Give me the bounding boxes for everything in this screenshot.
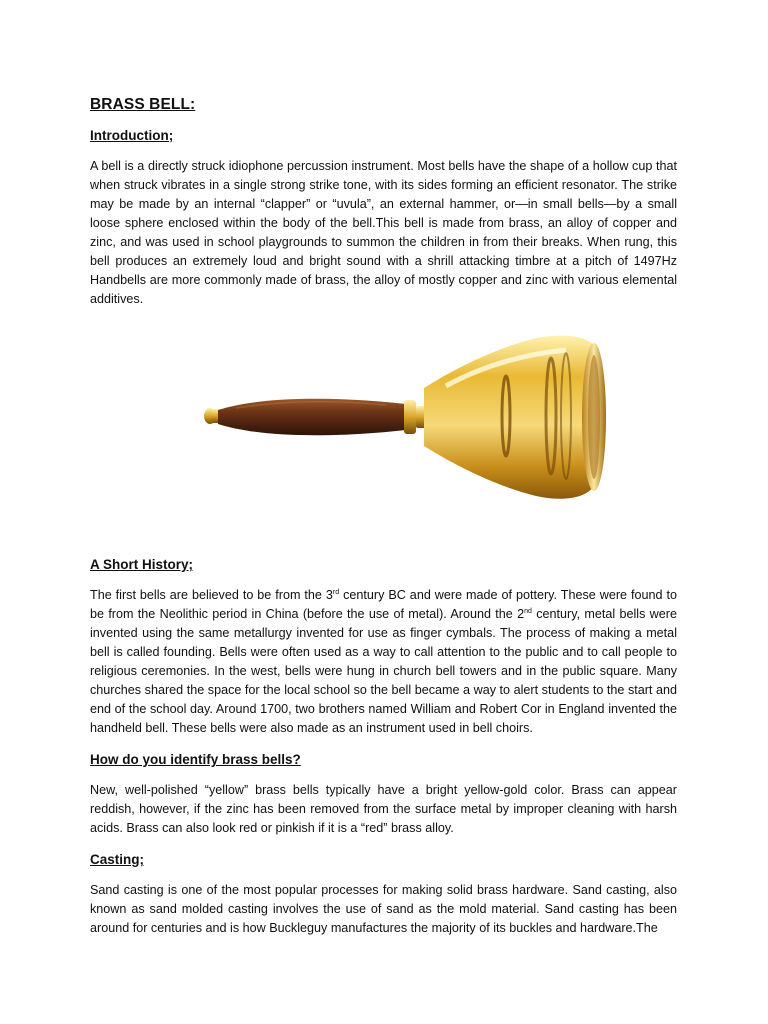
brass-bell-illustration xyxy=(196,328,608,508)
history-superscript-nd: nd xyxy=(524,607,532,615)
introduction-heading: Introduction; xyxy=(90,128,174,143)
document-title: BRASS BELL: xyxy=(90,96,196,113)
history-superscript-rd: rd xyxy=(332,588,340,596)
history-heading: A Short History; xyxy=(90,557,194,572)
history-paragraph xyxy=(90,586,677,738)
brass-collar xyxy=(404,400,416,434)
history-text-part-1: The first bells are believed to be from the 3 xyxy=(90,588,333,602)
identify-heading: How do you identify brass bells? xyxy=(90,752,301,767)
history-text-part-2: century BC and were made of pottery. These were found to be from the Neolithic period in China (before the use of metal). Around the 2 xyxy=(90,588,677,621)
casting-paragraph: Sand casting is one of the most popular processes for making solid brass hardware. Sand casting, also known as sand molded casting involves the use of sand as the mold material. Sand casting has been around for centuries and is how Buckleguy manufactures the majority of its buckles and hardware.The xyxy=(90,883,677,935)
identify-paragraph: New, well-polished “yellow” brass bells typically have a bright yellow-gold color. Brass can appear reddish, however, if the zinc has been removed from the surface metal by improper cleaning with harsh acids. Brass can also look red or pinkish if it is a “red” brass alloy. xyxy=(90,783,677,835)
introduction-paragraph: A bell is a directly struck idiophone percussion instrument. Most bells have the shape of a hollow cup that when struck vibrates in a single strong strike tone, with its sides forming an efficient resonator. The strike may be made by an internal “clapper” or “uvula”, an external hammer, or—in small bells—by a small loose sphere enclosed within the body of the bell.This bell is made from brass, an alloy of copper and zinc, and was used in school playgrounds to summon the children in from their breaks. When rung, this bell produces an extremely loud and bright sound with a shrill attacking timbre at a pitch of 1497Hz Handbells are more commonly made of brass, the alloy of mostly copper and zinc with various elemental additives. xyxy=(90,159,677,306)
brass-bell-image xyxy=(196,328,608,508)
casting-heading: Casting; xyxy=(90,852,144,867)
history-text-part-3: century, metal bells were invented using the same metallurgy invented for use as finger cymbals. The process of making a metal bell is called founding. Bells were often used as a way to call attention to the public and to call people to religious ceremonies. In the west, bells were hung in church bell towers and in the public square. Many churches shared the space for the local school so the bell became a way to alert students to the start and end of the school day. Around 1700, two brothers named William and Robert Cor in England invented the handheld bell. These bells were also made as an instrument used in bell choirs. xyxy=(90,607,677,735)
document-body xyxy=(90,96,677,952)
